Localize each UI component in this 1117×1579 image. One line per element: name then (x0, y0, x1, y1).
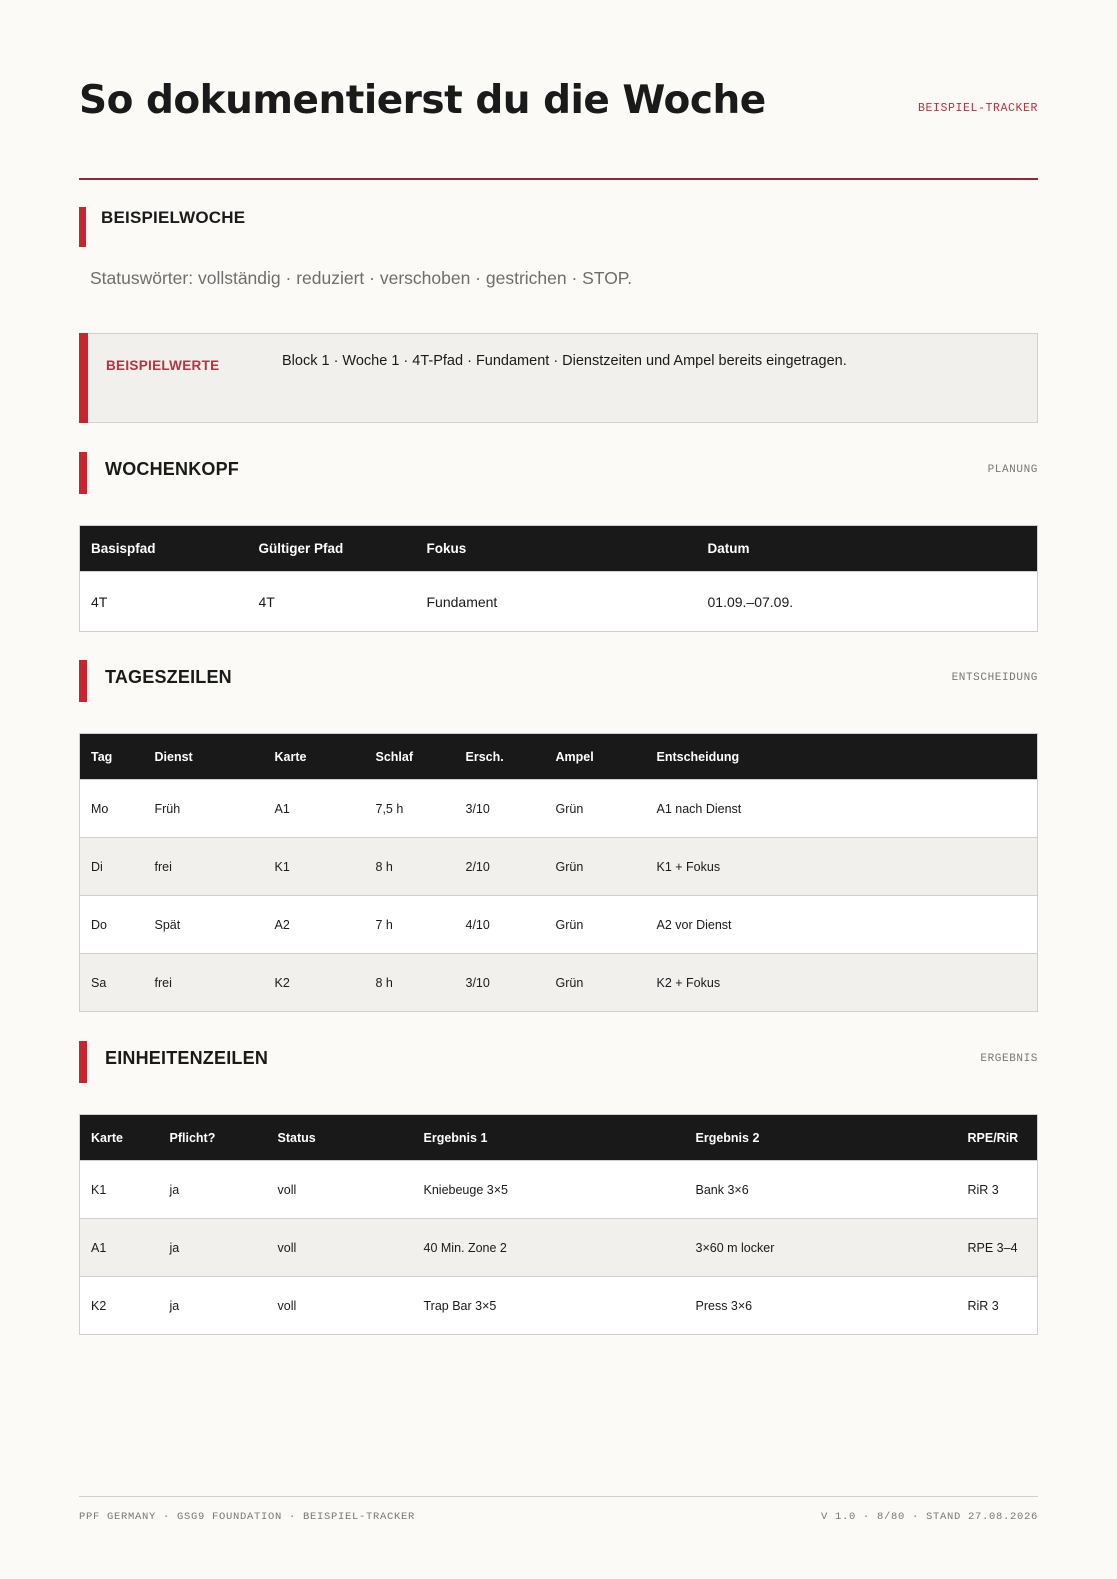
table-cell: Grün (545, 838, 646, 896)
callout-accent-bar (79, 333, 88, 423)
column-header: Ergebnis 2 (685, 1115, 957, 1161)
column-header: Status (267, 1115, 413, 1161)
table-cell: 3/10 (455, 954, 545, 1012)
table-cell: 2/10 (455, 838, 545, 896)
column-header: Entscheidung (646, 734, 1038, 780)
column-header: Dienst (144, 734, 264, 780)
table-cell: 4/10 (455, 896, 545, 954)
section-accent-bar (79, 1041, 87, 1083)
table-cell: Sa (80, 954, 144, 1012)
table-cell: Früh (144, 780, 264, 838)
wochenkopf-table (79, 525, 1038, 632)
table-cell: K2 (264, 954, 365, 1012)
section-einheitenzeilen (79, 1041, 1038, 1085)
table-cell: Grün (545, 896, 646, 954)
table-cell: RiR 3 (957, 1161, 1038, 1219)
table-cell: frei (144, 838, 264, 896)
table-cell: RPE 3–4 (957, 1219, 1038, 1277)
table-cell: A2 (264, 896, 365, 954)
column-header: Schlaf (365, 734, 455, 780)
table-cell: Spät (144, 896, 264, 954)
einheitenzeilen-table (79, 1114, 1038, 1335)
table-cell: K1 + Fokus (646, 838, 1038, 896)
tageszeilen-table (79, 733, 1038, 1012)
section-title: TAGESZEILEN (105, 667, 232, 687)
table-row (80, 954, 1038, 1012)
table-cell: Mo (80, 780, 144, 838)
table-row (80, 896, 1038, 954)
column-header: Karte (80, 1115, 159, 1161)
footer-left: PPF GERMANY · GSG9 FOUNDATION · BEISPIEL-TRACKER (79, 1511, 416, 1523)
section-tag: ERGEBNIS (980, 1053, 1038, 1065)
section-title: EINHEITENZEILEN (105, 1048, 269, 1068)
column-header: Datum (697, 526, 1038, 572)
table-cell: Trap Bar 3×5 (413, 1277, 685, 1335)
section-accent-bar (79, 452, 87, 494)
table-cell: RiR 3 (957, 1277, 1038, 1335)
table-row (80, 1161, 1038, 1219)
table-cell: 4T (80, 572, 248, 632)
table-cell: K2 + Fokus (646, 954, 1038, 1012)
table-cell: Press 3×6 (685, 1277, 957, 1335)
section-title: BEISPIELWOCHE (101, 208, 246, 227)
table-header-row (80, 1115, 1038, 1161)
column-header: Gültiger Pfad (248, 526, 416, 572)
page-header (79, 78, 1038, 180)
header-tag: BEISPIEL-TRACKER (917, 102, 1038, 115)
table-header-row (80, 734, 1038, 780)
column-header: Tag (80, 734, 144, 780)
section-title: WOCHENKOPF (105, 459, 239, 479)
column-header: RPE/RiR (957, 1115, 1038, 1161)
table-cell: A2 vor Dienst (646, 896, 1038, 954)
table-cell: 8 h (365, 838, 455, 896)
table-cell: 7,5 h (365, 780, 455, 838)
table-cell: Do (80, 896, 144, 954)
section-accent-bar (79, 207, 86, 247)
table-row (80, 1219, 1038, 1277)
section-wochenkopf (79, 452, 1038, 496)
footer-right: V 1.0 · 8/80 · STAND 27.08.2026 (820, 1511, 1038, 1523)
column-header: Basispfad (80, 526, 248, 572)
table-cell: Kniebeuge 3×5 (413, 1161, 685, 1219)
example-values-callout (79, 333, 1038, 423)
section-tag: PLANUNG (987, 464, 1038, 476)
page-title: So dokumentierst du die Woche (79, 78, 766, 123)
table-cell: ja (159, 1219, 267, 1277)
table-cell: 8 h (365, 954, 455, 1012)
column-header: Ersch. (455, 734, 545, 780)
table-cell: 40 Min. Zone 2 (413, 1219, 685, 1277)
table-cell: Grün (545, 780, 646, 838)
table-row (80, 1277, 1038, 1335)
page-footer (79, 1496, 1038, 1523)
section-accent-bar (79, 660, 87, 702)
table-cell: 3×60 m locker (685, 1219, 957, 1277)
table-cell: ja (159, 1277, 267, 1335)
table-cell: Fundament (416, 572, 697, 632)
column-header: Karte (264, 734, 365, 780)
table-cell: Grün (545, 954, 646, 1012)
column-header: Ampel (545, 734, 646, 780)
table-cell: voll (267, 1161, 413, 1219)
table-cell: A1 (264, 780, 365, 838)
section-tag: ENTSCHEIDUNG (951, 672, 1038, 684)
table-row (80, 572, 1038, 632)
status-words: Statuswörter: vollständig · reduziert · verschoben · gestrichen · STOP. (90, 268, 633, 288)
table-row (80, 780, 1038, 838)
section-beispielwoche (79, 207, 1038, 251)
table-cell: 4T (248, 572, 416, 632)
table-cell: frei (144, 954, 264, 1012)
table-row (80, 838, 1038, 896)
table-cell: Bank 3×6 (685, 1161, 957, 1219)
table-cell: A1 (80, 1219, 159, 1277)
callout-text: Block 1 · Woche 1 · 4T-Pfad · Fundament · Dienstzeiten und Ampel bereits eingetragen. (282, 353, 847, 369)
table-cell: A1 nach Dienst (646, 780, 1038, 838)
table-cell: 3/10 (455, 780, 545, 838)
column-header: Ergebnis 1 (413, 1115, 685, 1161)
table-cell: 7 h (365, 896, 455, 954)
table-cell: K2 (80, 1277, 159, 1335)
table-cell: 01.09.–07.09. (697, 572, 1038, 632)
section-tageszeilen (79, 660, 1038, 704)
table-header-row (80, 526, 1038, 572)
table-cell: K1 (80, 1161, 159, 1219)
column-header: Pflicht? (159, 1115, 267, 1161)
callout-label: BEISPIELWERTE (106, 358, 220, 373)
table-cell: ja (159, 1161, 267, 1219)
table-cell: K1 (264, 838, 365, 896)
table-cell: voll (267, 1219, 413, 1277)
table-cell: Di (80, 838, 144, 896)
column-header: Fokus (416, 526, 697, 572)
table-cell: voll (267, 1277, 413, 1335)
